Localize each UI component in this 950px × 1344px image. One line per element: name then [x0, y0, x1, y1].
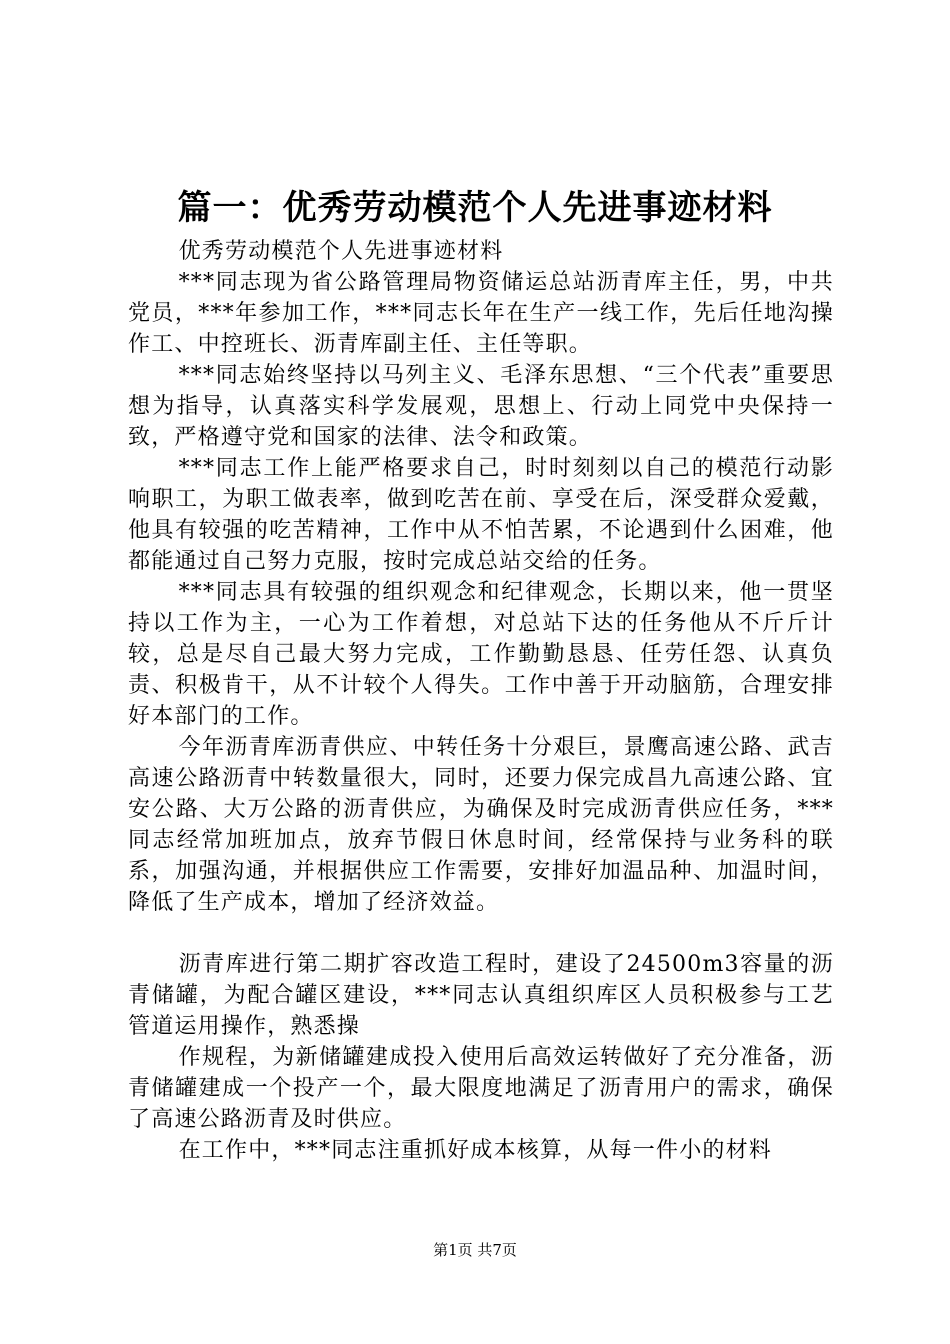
page-footer: 第1页 共7页 — [433, 1241, 517, 1259]
paragraph: 在工作中，***同志注重抓好成本核算，从每一件小的材料 — [178, 1138, 772, 1163]
paragraph: ***同志具有较强的组织观念和纪律观念，长期以来，他一贯坚持以工作为主，一心为工作着想，对总站下达的任务他从不斤斤计较，总是尽自己最大努力完成，工作勤勤恳恳、任劳任怨、认真负责、积极肯干，从不计较个人得失。工作中善于开动脑筋，合理安排好本部门的工作。 — [128, 580, 834, 729]
document-title: 篇一：优秀劳动模范个人先进事迹材料 — [177, 188, 773, 228]
paragraph: 今年沥青库沥青供应、中转任务十分艰巨，景鹰高速公路、武吉高速公路沥青中转数量很大，同时，还要力保完成昌九高速公路、宜安公路、大万公路的沥青供应，为确保及时完成沥青供应任务，***同志经常加班加点，放弃节假日休息时间，经常保持与业务科的联系，加强沟通，并根据供应工作需要，安排好加温品种、加温时间，降低了生产成本，增加了经济效益。 — [128, 735, 834, 915]
paragraph: 沥青库进行第二期扩容改造工程时，建设了24500m3容量的沥青储罐，为配合罐区建设，***同志认真组织库区人员积极参与工艺管道运用操作，熟悉操 — [128, 952, 834, 1039]
paragraph: 作规程，为新储罐建成投入使用后高效运转做好了充分准备，沥青储罐建成一个投产一个，最大限度地满足了沥青用户的需求，确保了高速公路沥青及时供应。 — [128, 1045, 834, 1132]
paragraph-subtitle: 优秀劳动模范个人先进事迹材料 — [178, 239, 504, 264]
paragraph: ***同志现为省公路管理局物资储运总站沥青库主任，男，中共党员，***年参加工作，***同志长年在生产一线工作，先后任地沟操作工、中控班长、沥青库副主任、主任等职。 — [128, 270, 834, 357]
document-body — [128, 236, 834, 1166]
paragraph: ***同志工作上能严格要求自己，时时刻刻以自己的模范行动影响职工，为职工做表率，做到吃苦在前、享受在后，深受群众爱戴，他具有较强的吃苦精神，工作中从不怕苦累，不论遇到什么困难，他都能通过自己努力克服，按时完成总站交给的任务。 — [128, 456, 834, 574]
paragraph: ***同志始终坚持以马列主义、毛泽东思想、“三个代表”重要思想为指导，认真落实科学发展观，思想上、行动上同党中央保持一致，严格遵守党和国家的法律、法令和政策。 — [128, 363, 834, 450]
